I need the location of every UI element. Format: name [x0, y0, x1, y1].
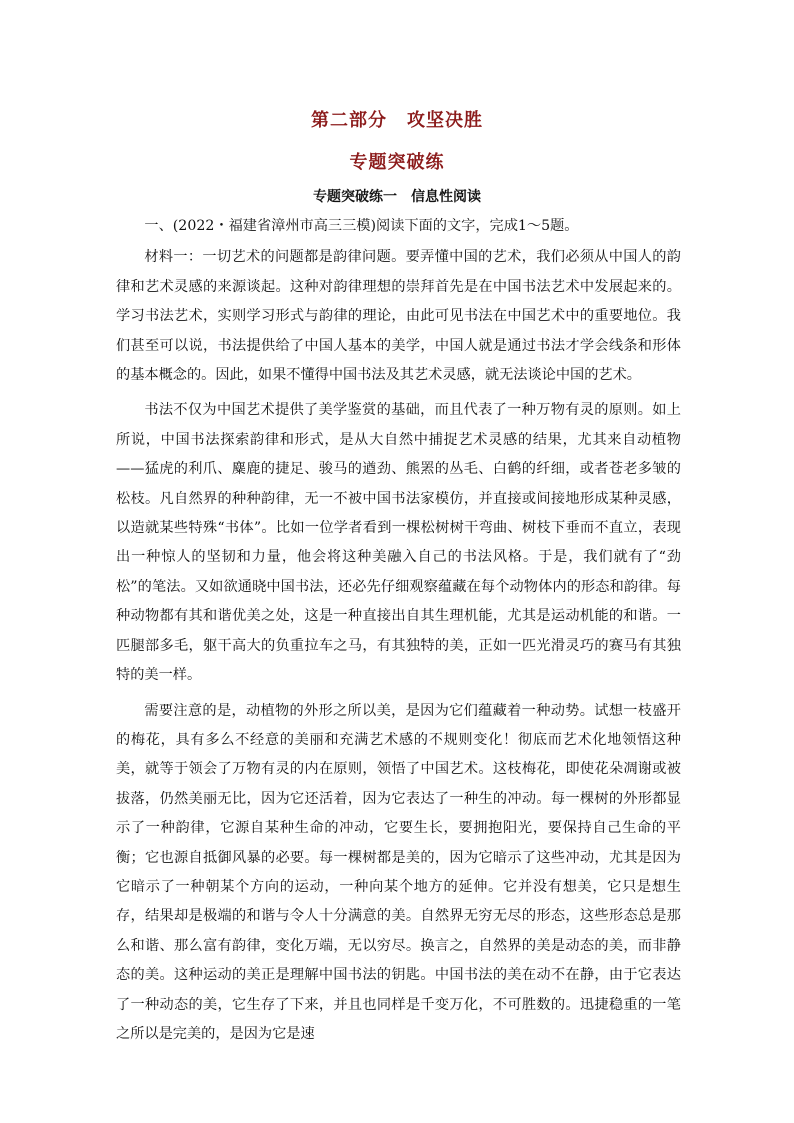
part-heading — [0, 106, 794, 132]
paragraph-3: 需要注意的是，动植物的外形之所以美，是因为它们蕴藏着一种动势。试想一枝盛开的梅花，具有多么不经意的美丽和充满艺术感的不规则变化！彻底而艺术化地领悟这种美，就等于领会了万物有灵的内在原则，领悟了中国艺术。这枝梅花，即使花朵凋谢或被拔落，仍然美丽无比，因为它还活着，因为它表达了一种生的冲动。每一棵树的外形都显示了一种韵律，它源自某种生命的冲动，它要生长，要拥抱阳光，要保持自己生命的平衡；它也源自抵御风暴的必要。每一棵树都是美的，因为它暗示了这些冲动，尤其是因为它暗示了一种朝某个方向的运动，一种向某个地方的延伸。它并没有想美，它只是想生存，结果却是极端的和谐与令人十分满意的美。自然界无穷无尽的形态，这些形态总是那么和谐、那么富有韵律，变化万端，无以穷尽。换言之，自然界的美是动态的美，而非静态的美。这种运动的美正是理解中国书法的钥匙。中国书法的美在动不在静，由于它表达了一种动态的美，它生存了下来，并且也同样是千变万化，不可胜数的。迅捷稳重的一笔之所以是完美的，是因为它是速 — [116, 702, 681, 1042]
article-body — [116, 212, 681, 1049]
section-heading — [0, 186, 794, 206]
part-title: 攻坚决胜 — [407, 110, 483, 131]
part-label: 第二部分 — [311, 110, 387, 131]
section-title: 信息性阅读 — [411, 189, 481, 205]
section-number: 专题突破练一 — [313, 189, 397, 205]
question-intro: 一、(2022・福建省漳州市高三三模)阅读下面的文字，完成1～5题。 — [144, 218, 579, 234]
paragraph-1: 材料一：一切艺术的问题都是韵律问题。要弄懂中国的艺术，我们必须从中国人的韵律和艺术灵感的来源谈起。这种对韵律理想的崇拜首先是在中国书法艺术中发展起来的。学习书法艺术，实则学习形式与韵律的理论，由此可见书法在中国艺术中的重要地位。我们甚至可以说，书法提供给了中国人基本的美学，中国人就是通过书法才学会线条和形体的基本概念的。因此，如果不懂得中国书法及其艺术灵感，就无法谈论中国的艺术。 — [116, 249, 681, 384]
paragraph-2: 书法不仅为中国艺术提供了美学鉴赏的基础，而且代表了一种万物有灵的原则。如上所说，中国书法探索韵律和形式，是从大自然中捕捉艺术灵感的结果，尤其来自动植物——猛虎的利爪、麋鹿的捷足、骏马的遒劲、熊罴的丛毛、白鹤的纤细，或者苍老多皱的松枝。凡自然界的种种韵律，无一不被中国书法家模仿，并直接或间接地形成某种灵感，以造就某些特殊“书体”。比如一位学者看到一棵松树树干弯曲、树枝下垂而不直立，表现出一种惊人的坚韧和力量，他会将这种美融入自己的书法风格。于是，我们就有了“劲松”的笔法。又如欲通晓中国书法，还必先仔细观察蕴藏在每个动物体内的形态和韵律。每种动物都有其和谐优美之处，这是一种直接出自其生理机能，尤其是运动机能的和谐。一匹腿部多毛，躯干高大的负重拉车之马，有其独特的美，正如一匹光滑灵巧的赛马有其独特的美一样。 — [116, 402, 681, 684]
subtitle-heading: 专题突破练 — [349, 152, 445, 173]
